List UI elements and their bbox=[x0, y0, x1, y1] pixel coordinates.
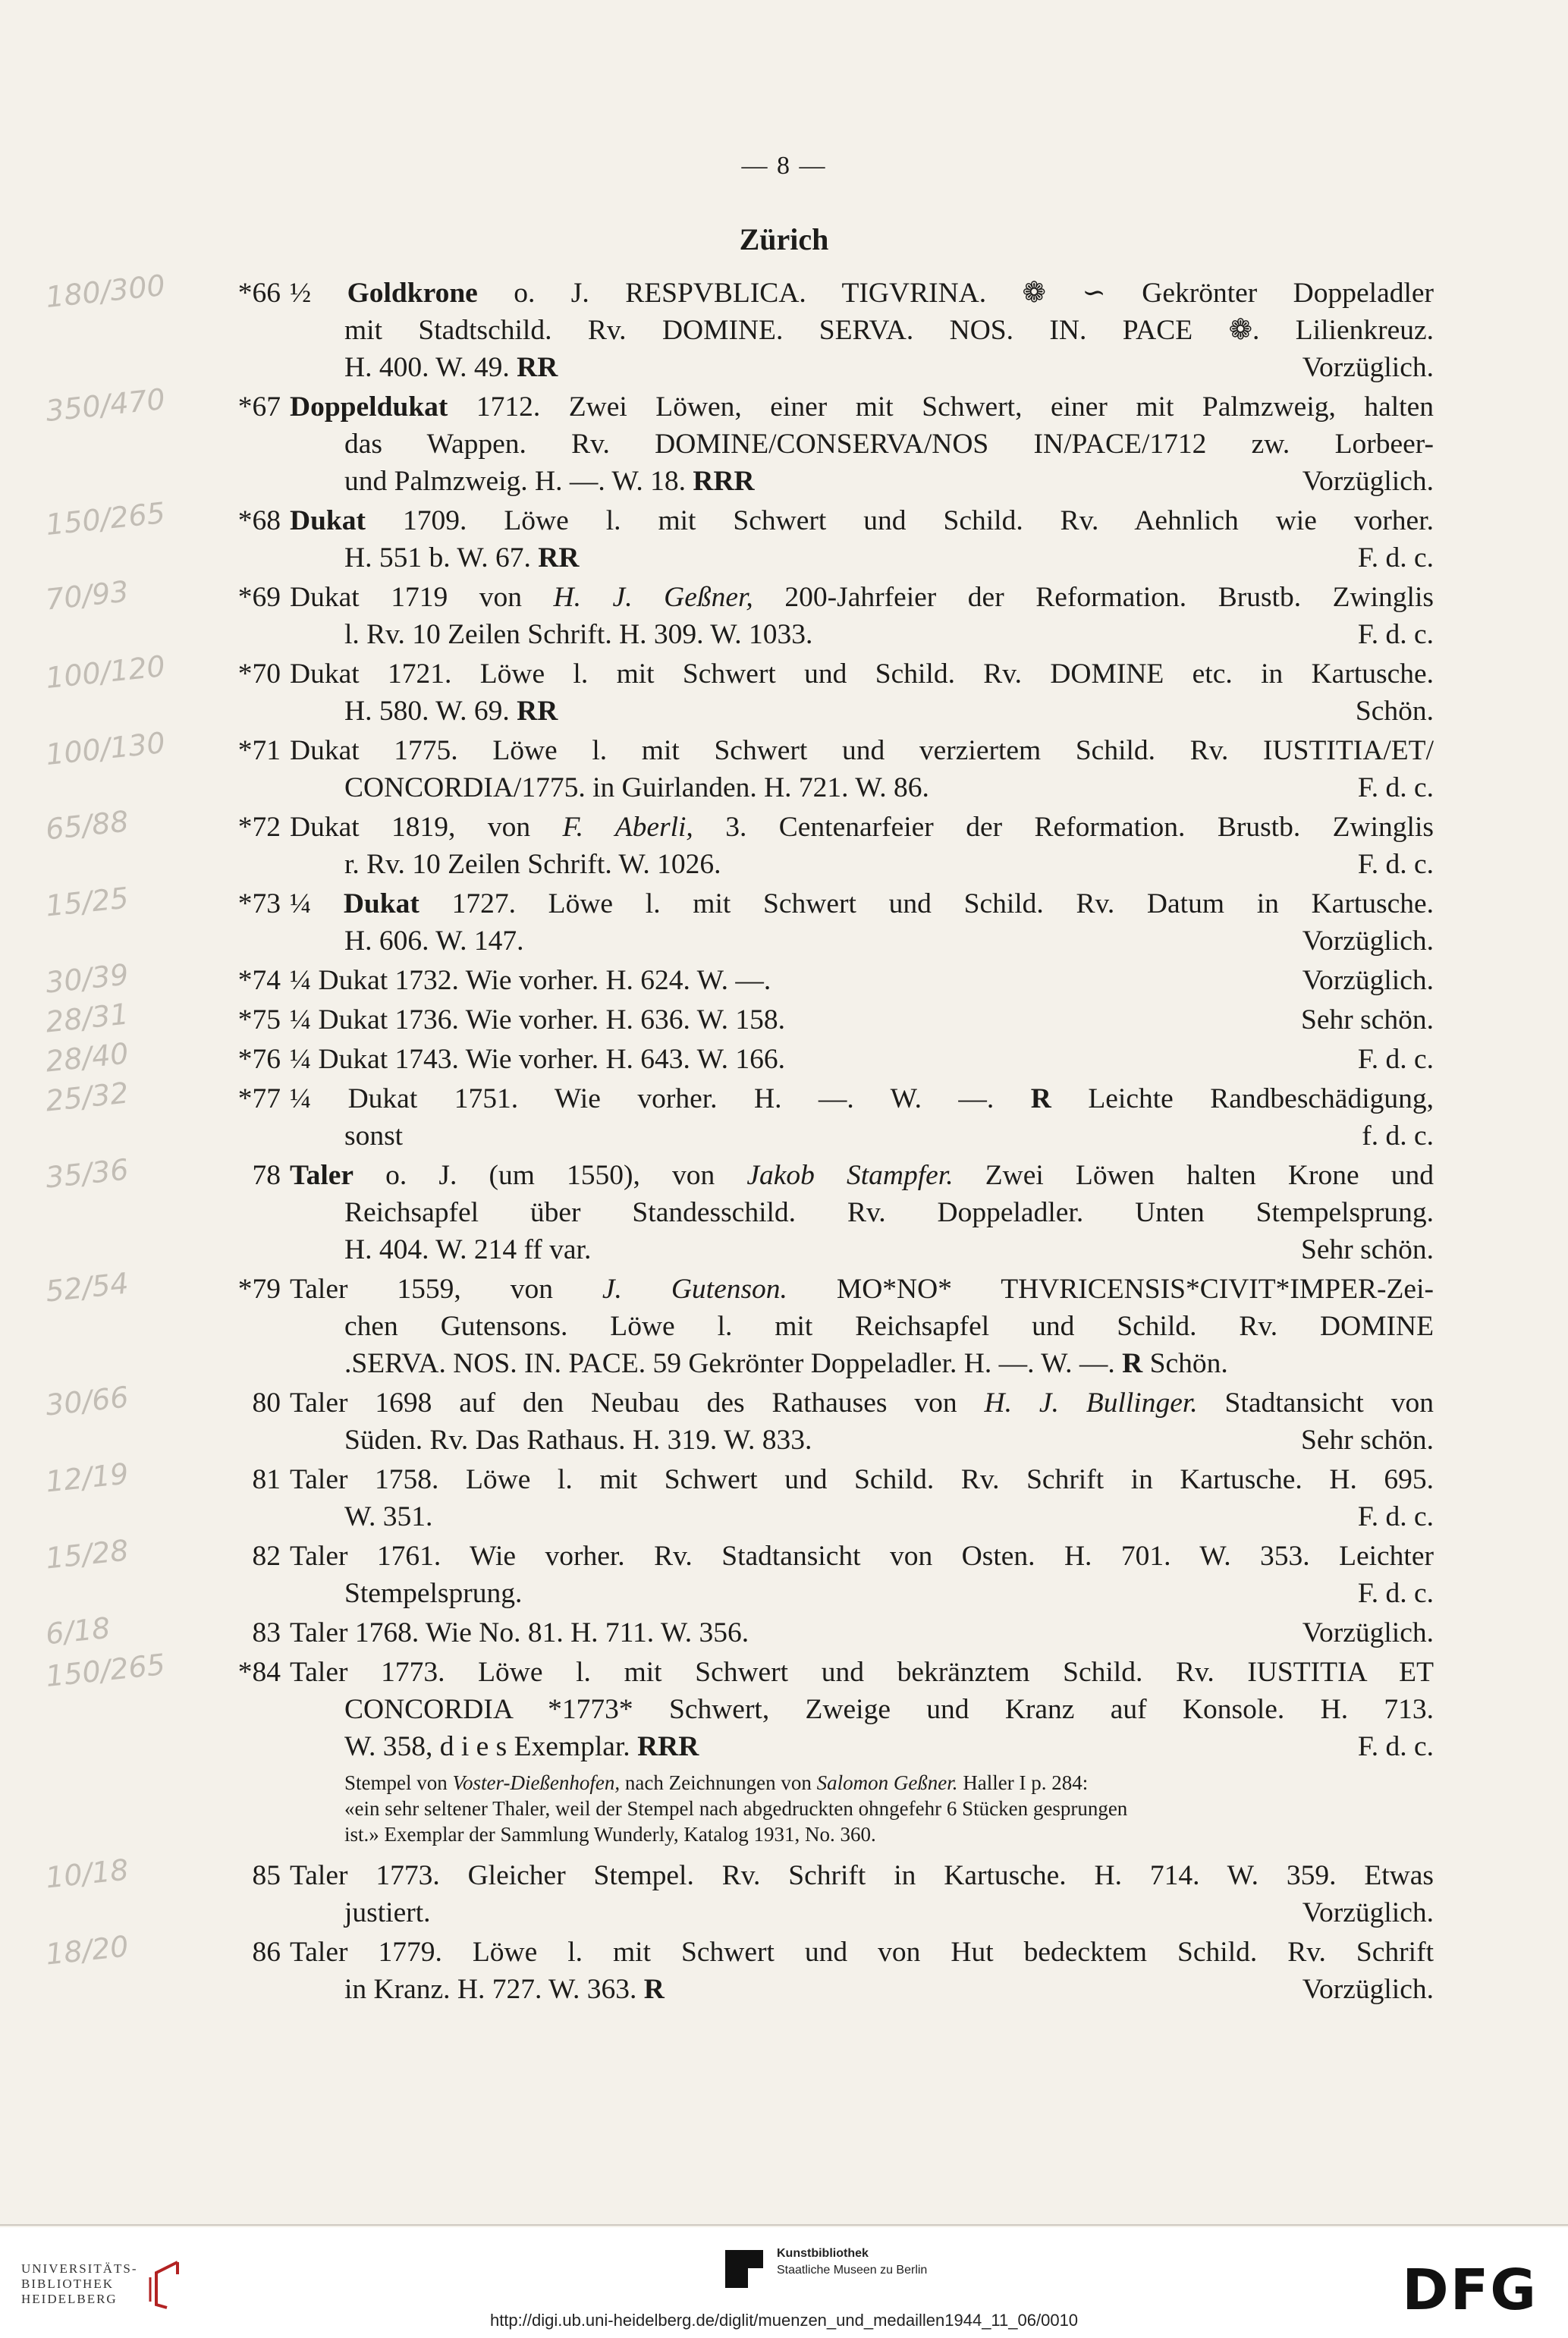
source-url[interactable]: http://digi.ub.uni-heidelberg.de/diglit/muenzen_und_medaillen1944_11_06/0010 bbox=[489, 2311, 1079, 2330]
text-segment: Salomon Geßner. bbox=[816, 1771, 958, 1794]
lot-number: *68 bbox=[237, 505, 281, 536]
lot-description bbox=[290, 809, 1434, 883]
handwritten-price: 350/470 bbox=[44, 382, 167, 429]
grade-label: F. d. c. bbox=[1357, 849, 1434, 880]
text-segment: RRR bbox=[693, 466, 755, 497]
text-segment: «ein sehr seltener Thaler, weil der Stempel nach abgedruckten ohngefehr 6 Stücken gesprungen bbox=[344, 1797, 1128, 1820]
lot-line bbox=[290, 1194, 1434, 1231]
text-segment: CONCORDIA/1775. in Guirlanden. H. 721. W. 86. bbox=[344, 772, 929, 803]
text-segment: RR bbox=[517, 352, 558, 383]
lot-number: *71 bbox=[237, 735, 281, 766]
text-segment: H. 606. W. 147. bbox=[344, 925, 524, 957]
lot-line-text bbox=[344, 1971, 665, 2008]
text-segment: ½ bbox=[290, 278, 347, 309]
text-segment: Zwei Löwen halten Krone und bbox=[953, 1160, 1434, 1191]
text-segment: Leichte Randbeschädigung, bbox=[1051, 1083, 1434, 1114]
lot-line-text bbox=[344, 769, 929, 806]
text-segment: RRR bbox=[637, 1731, 699, 1762]
text-segment: Süden. Rv. Das Rathaus. H. 319. W. 833. bbox=[344, 1425, 812, 1456]
catalog-lot bbox=[205, 1614, 1434, 1651]
grade-label: F. d. c. bbox=[1357, 772, 1434, 803]
handwritten-price: 28/31 bbox=[44, 997, 130, 1039]
grade-label: F. d. c. bbox=[1357, 542, 1434, 574]
catalog-lot bbox=[205, 502, 1434, 577]
catalog-lot bbox=[205, 885, 1434, 960]
lot-line-text bbox=[344, 1728, 699, 1765]
catalog-lot bbox=[205, 1654, 1434, 1855]
lot-description bbox=[290, 1614, 1434, 1651]
text-segment: Haller I p. 284: bbox=[957, 1771, 1089, 1794]
text-segment: sonst bbox=[344, 1120, 404, 1152]
lot-line-text bbox=[290, 1001, 785, 1039]
lot-line bbox=[290, 1345, 1434, 1382]
lot-line bbox=[290, 885, 1434, 922]
lot-line bbox=[290, 1575, 1434, 1612]
text-segment: Taler 1779. Löwe l. mit Schwert und von Hut bedecktem Schild. Rv. Schrift bbox=[290, 1937, 1434, 1968]
lot-line bbox=[290, 1001, 1434, 1039]
lot-line-text bbox=[344, 463, 755, 500]
text-segment: Goldkrone bbox=[347, 278, 478, 309]
lot-line bbox=[290, 1384, 1434, 1422]
lot-number: 78 bbox=[252, 1160, 281, 1191]
lot-line bbox=[290, 1857, 1434, 1894]
lot-line bbox=[290, 1117, 1434, 1155]
handwritten-price: 35/36 bbox=[44, 1152, 130, 1195]
lot-description bbox=[290, 388, 1434, 500]
handwritten-price: 15/28 bbox=[44, 1533, 130, 1576]
lot-description bbox=[290, 579, 1434, 653]
text-segment: RR bbox=[538, 542, 580, 574]
lot-description bbox=[290, 962, 1434, 999]
grade-label: Vorzüglich. bbox=[1302, 1617, 1434, 1648]
text-segment: l. Rv. 10 Zeilen Schrift. H. 309. W. 1033. bbox=[344, 619, 813, 650]
lot-number: *73 bbox=[237, 888, 281, 919]
catalog-lot bbox=[205, 1271, 1434, 1382]
lot-line bbox=[290, 1080, 1434, 1117]
lot-number: *76 bbox=[237, 1044, 281, 1075]
grade-label: Vorzüglich. bbox=[1302, 965, 1434, 996]
catalog-lot bbox=[205, 388, 1434, 500]
lot-line bbox=[290, 1041, 1434, 1078]
catalog-lot bbox=[205, 1041, 1434, 1078]
handwritten-price: 65/88 bbox=[44, 804, 130, 847]
lot-description bbox=[290, 1857, 1434, 1931]
lot-line-text bbox=[344, 846, 721, 883]
text-segment: R bbox=[643, 1974, 665, 2005]
handwritten-price: 25/32 bbox=[44, 1076, 130, 1118]
grade-label: Schön. bbox=[1355, 696, 1434, 727]
text-segment: H. 580. W. 69. bbox=[344, 696, 517, 727]
text-segment: Dukat bbox=[343, 888, 419, 919]
lot-description bbox=[290, 1654, 1434, 1855]
text-segment: R bbox=[1030, 1083, 1051, 1114]
lot-description bbox=[290, 655, 1434, 730]
lot-line-text bbox=[344, 1498, 432, 1535]
text-segment: o. J. RESPVBLICA. TIGVRINA. ❁ ∽ Gekrönter Doppeladler bbox=[477, 278, 1434, 309]
text-segment: chen Gutensons. Löwe l. mit Reichsapfel und Schild. Rv. DOMINE bbox=[344, 1311, 1434, 1342]
grade-label: F. d. c. bbox=[1357, 1044, 1434, 1075]
catalog-lot bbox=[205, 1538, 1434, 1612]
text-segment: 1712. Zwei Löwen, einer mit Schwert, einer mit Palmzweig, halten bbox=[448, 391, 1434, 423]
lot-line-text bbox=[344, 616, 812, 653]
text-segment: Taler 1768. Wie No. 81. H. 711. W. 356. bbox=[290, 1617, 749, 1648]
grade-label: Vorzüglich. bbox=[1302, 925, 1434, 957]
lot-number: 83 bbox=[252, 1617, 281, 1648]
ub-heidelberg-logo[interactable] bbox=[21, 2258, 182, 2311]
text-segment: ¼ Dukat 1732. Wie vorher. H. 624. W. —. bbox=[290, 965, 771, 996]
lot-description bbox=[290, 732, 1434, 806]
lot-description bbox=[290, 1934, 1434, 2008]
lot-number: *79 bbox=[237, 1274, 281, 1305]
lot-line bbox=[290, 1654, 1434, 1691]
lot-line bbox=[290, 463, 1434, 500]
lot-number: 82 bbox=[252, 1541, 281, 1572]
text-segment: 1709. Löwe l. mit Schwert und Schild. Rv. Aehnlich wie vorher. bbox=[366, 505, 1434, 536]
text-segment: justiert. bbox=[344, 1897, 431, 1928]
lot-line bbox=[290, 426, 1434, 463]
lot-line-text bbox=[344, 349, 558, 386]
text-segment: H. 404. W. 214 ff var. bbox=[344, 1234, 592, 1265]
catalog-lot bbox=[205, 275, 1434, 386]
text-segment: ist.» Exemplar der Sammlung Wunderly, Katalog 1931, No. 360. bbox=[344, 1823, 876, 1846]
text-segment: .SERVA. NOS. IN. PACE. 59 Gekrönter Doppeladler. H. —. W. —. bbox=[344, 1348, 1123, 1379]
text-segment: Dukat bbox=[290, 505, 366, 536]
lot-line bbox=[290, 693, 1434, 730]
handwritten-price: 180/300 bbox=[44, 268, 167, 315]
handwritten-price: 30/39 bbox=[44, 957, 130, 1000]
lot-line bbox=[290, 616, 1434, 653]
footnote-line bbox=[344, 1796, 1434, 1821]
text-segment: Jakob Stampfer. bbox=[746, 1160, 954, 1191]
lot-number: 85 bbox=[252, 1860, 281, 1891]
text-segment: ¼ Dukat 1743. Wie vorher. H. 643. W. 166. bbox=[290, 1044, 785, 1075]
lot-line-text bbox=[344, 1575, 522, 1612]
text-segment: ¼ bbox=[290, 888, 344, 919]
lot-line bbox=[290, 1538, 1434, 1575]
lot-line bbox=[290, 922, 1434, 960]
lot-line bbox=[290, 1498, 1434, 1535]
lot-number: *77 bbox=[237, 1083, 281, 1114]
lot-line-text bbox=[290, 962, 771, 999]
lot-number: *67 bbox=[237, 391, 281, 423]
lot-line bbox=[290, 539, 1434, 577]
lot-line bbox=[290, 1614, 1434, 1651]
lot-line bbox=[290, 1157, 1434, 1194]
lot-line bbox=[290, 349, 1434, 386]
grade-label: F. d. c. bbox=[1357, 1731, 1434, 1762]
lot-line bbox=[290, 388, 1434, 426]
text-segment: CONCORDIA *1773* Schwert, Zweige und Kranz auf Konsole. H. 713. bbox=[344, 1694, 1434, 1725]
grade-label: Vorzüglich. bbox=[1302, 1897, 1434, 1928]
lot-line bbox=[290, 1971, 1434, 2008]
text-segment: r. Rv. 10 Zeilen Schrift. W. 1026. bbox=[344, 849, 721, 880]
lot-line bbox=[290, 1894, 1434, 1931]
text-segment: Taler 1559, von bbox=[290, 1274, 602, 1305]
lot-line-text bbox=[344, 539, 579, 577]
text-segment: H. 551 b. W. 67. bbox=[344, 542, 539, 574]
text-segment: Taler 1761. Wie vorher. Rv. Stadtansicht von Osten. H. 701. W. 353. Leichter bbox=[290, 1541, 1434, 1572]
lot-description bbox=[290, 1271, 1434, 1382]
catalog-lot bbox=[205, 579, 1434, 653]
text-segment: 1727. Löwe l. mit Schwert und Schild. Rv. Datum in Kartusche. bbox=[419, 888, 1434, 919]
catalog-lot bbox=[205, 1461, 1434, 1535]
lot-line-text bbox=[290, 1041, 785, 1078]
lot-line bbox=[290, 732, 1434, 769]
lot-line bbox=[290, 312, 1434, 349]
catalog-lot bbox=[205, 809, 1434, 883]
lot-line-text bbox=[344, 1117, 403, 1155]
text-segment: nach Zeichnungen von bbox=[620, 1771, 817, 1794]
text-segment: o. J. (um 1550), von bbox=[354, 1160, 747, 1191]
text-segment: Taler 1773. Gleicher Stempel. Rv. Schrift in Kartusche. H. 714. W. 359. Etwas bbox=[290, 1860, 1434, 1891]
handwritten-price: 100/120 bbox=[44, 649, 167, 696]
lot-line bbox=[290, 1308, 1434, 1345]
lot-description bbox=[290, 502, 1434, 577]
text-segment: Taler bbox=[290, 1160, 354, 1191]
lot-number: *72 bbox=[237, 812, 281, 843]
ub-emblem-icon bbox=[144, 2258, 182, 2311]
lot-number: 86 bbox=[252, 1937, 281, 1968]
text-segment: Taler 1758. Löwe l. mit Schwert und Schild. Rv. Schrift in Kartusche. H. 695. bbox=[290, 1464, 1434, 1495]
grade-label: Sehr schön. bbox=[1301, 1234, 1434, 1265]
lot-number: *74 bbox=[237, 965, 281, 996]
text-segment: ¼ Dukat 1736. Wie vorher. H. 636. W. 158. bbox=[290, 1004, 785, 1035]
lot-line bbox=[290, 1461, 1434, 1498]
ub-logo-text: UNIVERSITÄTS- BIBLIOTHEK HEIDELBERG bbox=[21, 2261, 138, 2306]
page-number: — 8 — bbox=[741, 152, 827, 180]
kb-subtitle: Staatliche Museen zu Berlin bbox=[777, 2264, 928, 2277]
catalog-lot bbox=[205, 962, 1434, 999]
text-segment: Dukat 1819, von bbox=[290, 812, 563, 843]
lot-line bbox=[290, 809, 1434, 846]
lot-line-text bbox=[344, 1894, 431, 1931]
lot-line bbox=[290, 1422, 1434, 1459]
dfg-logo[interactable]: DFG bbox=[1402, 2258, 1538, 2323]
text-segment: ¼ Dukat 1751. Wie vorher. H. —. W. —. bbox=[290, 1083, 1031, 1114]
grade-label: Vorzüglich. bbox=[1302, 352, 1434, 383]
lot-line bbox=[290, 962, 1434, 999]
handwritten-price: 150/265 bbox=[44, 495, 167, 542]
lot-description bbox=[290, 1157, 1434, 1268]
footnote-line bbox=[344, 1821, 1434, 1847]
lot-line bbox=[290, 655, 1434, 693]
text-segment: H. J. Bullinger. bbox=[984, 1387, 1198, 1419]
text-segment: Stadtansicht von bbox=[1197, 1387, 1434, 1419]
text-segment: in Kranz. H. 727. W. 363. bbox=[344, 1974, 644, 2005]
text-segment: W. 358, d i e s Exemplar. bbox=[344, 1731, 638, 1762]
handwritten-price: 30/66 bbox=[44, 1380, 130, 1422]
text-segment: Doppeldukat bbox=[290, 391, 448, 423]
lot-line bbox=[290, 275, 1434, 312]
lot-line-text bbox=[344, 1231, 591, 1268]
text-segment: J. Gutenson. bbox=[602, 1274, 787, 1305]
handwritten-price: 28/40 bbox=[44, 1036, 130, 1079]
text-segment: Taler 1773. Löwe l. mit Schwert und bekränztem Schild. Rv. IUSTITIA ET bbox=[290, 1657, 1434, 1688]
lot-description bbox=[290, 1538, 1434, 1612]
grade-label: Vorzüglich. bbox=[1302, 1974, 1434, 2005]
text-segment: Dukat 1719 von bbox=[290, 582, 554, 613]
lot-number: *84 bbox=[237, 1657, 281, 1688]
lot-line bbox=[290, 502, 1434, 539]
lot-description bbox=[290, 1384, 1434, 1459]
catalog-lot bbox=[205, 1080, 1434, 1155]
catalog-lot bbox=[205, 1384, 1434, 1459]
catalog-lot bbox=[205, 1157, 1434, 1268]
text-segment: H. J. Geßner, bbox=[553, 582, 753, 613]
lot-line bbox=[290, 1231, 1434, 1268]
catalog-lot bbox=[205, 732, 1434, 806]
lot-footnote bbox=[290, 1770, 1434, 1847]
text-segment: mit Stadtschild. Rv. DOMINE. SERVA. NOS. IN. PACE ❁. Lilienkreuz. bbox=[344, 315, 1434, 346]
text-segment: Dukat 1775. Löwe l. mit Schwert und verziertem Schild. Rv. IUSTITIA/ET/ bbox=[290, 735, 1434, 766]
kb-title: Kunstbibliothek bbox=[777, 2247, 869, 2260]
lot-line bbox=[290, 1691, 1434, 1728]
text-segment: RR bbox=[517, 696, 558, 727]
lot-description bbox=[290, 1080, 1434, 1155]
handwritten-price: 100/130 bbox=[44, 725, 167, 772]
catalog-list bbox=[205, 275, 1434, 2010]
lot-line-text bbox=[290, 1614, 749, 1651]
footnote-line bbox=[344, 1770, 1434, 1796]
text-segment: F. Aberli, bbox=[562, 812, 693, 843]
catalog-lot bbox=[205, 1934, 1434, 2008]
handwritten-price: 10/18 bbox=[44, 1852, 130, 1895]
handwritten-price: 52/54 bbox=[44, 1266, 130, 1309]
footer bbox=[0, 2227, 1568, 2338]
lot-number: *70 bbox=[237, 658, 281, 690]
catalog-lot bbox=[205, 1001, 1434, 1039]
lot-line bbox=[290, 1934, 1434, 1971]
text-segment: Voster-Dießenhofen, bbox=[452, 1771, 621, 1794]
handwritten-price: 150/265 bbox=[44, 1647, 167, 1694]
lot-line bbox=[290, 846, 1434, 883]
lot-description bbox=[290, 275, 1434, 386]
lot-description bbox=[290, 885, 1434, 960]
handwritten-price: 6/18 bbox=[43, 1611, 112, 1651]
lot-line bbox=[290, 579, 1434, 616]
text-segment: Dukat 1721. Löwe l. mit Schwert und Schild. Rv. DOMINE etc. in Kartusche. bbox=[290, 658, 1434, 690]
text-segment: das Wappen. Rv. DOMINE/CONSERVA/NOS IN/PACE/1712 zw. Lorbeer- bbox=[344, 429, 1434, 460]
text-segment: Taler 1698 auf den Neubau des Rathauses von bbox=[290, 1387, 985, 1419]
lot-line-text bbox=[344, 693, 558, 730]
text-segment: 200-Jahrfeier der Reformation. Brustb. Zwinglis bbox=[753, 582, 1434, 613]
catalog-lot bbox=[205, 1857, 1434, 1931]
grade-label: F. d. c. bbox=[1357, 1578, 1434, 1609]
text-segment: Schön. bbox=[1142, 1348, 1228, 1379]
text-segment: MO*NO* THVRICENSIS*CIVIT*IMPER-Zei- bbox=[787, 1274, 1434, 1305]
lot-line bbox=[290, 1271, 1434, 1308]
lot-line bbox=[290, 1728, 1434, 1765]
grade-label: F. d. c. bbox=[1357, 1501, 1434, 1532]
lot-number: *69 bbox=[237, 582, 281, 613]
text-segment: H. 400. W. 49. bbox=[344, 352, 517, 383]
lot-description bbox=[290, 1461, 1434, 1535]
text-segment: R bbox=[1122, 1348, 1143, 1379]
handwritten-price: 12/19 bbox=[44, 1457, 130, 1499]
lot-description bbox=[290, 1001, 1434, 1039]
lot-number: *75 bbox=[237, 1004, 281, 1035]
handwritten-price: 18/20 bbox=[44, 1929, 130, 1972]
grade-label: Vorzüglich. bbox=[1302, 466, 1434, 497]
lot-line-text bbox=[344, 922, 523, 960]
text-segment: W. 351. bbox=[344, 1501, 433, 1532]
kunstbibliothek-icon bbox=[721, 2245, 768, 2292]
grade-label: f. d. c. bbox=[1362, 1120, 1434, 1152]
kunstbibliothek-logo[interactable] bbox=[721, 2245, 927, 2292]
text-segment: Reichsapfel über Standesschild. Rv. Doppeladler. Unten Stempelsprung. bbox=[344, 1197, 1434, 1228]
handwritten-price: 70/93 bbox=[44, 574, 130, 617]
section-title: Zürich bbox=[739, 222, 829, 256]
text-segment: Stempel von bbox=[344, 1771, 453, 1794]
handwritten-price: 15/25 bbox=[44, 881, 130, 923]
catalog-lot bbox=[205, 655, 1434, 730]
footer-divider bbox=[0, 2224, 1568, 2226]
lot-line bbox=[290, 769, 1434, 806]
text-segment: Stempelsprung. bbox=[344, 1578, 523, 1609]
grade-label: F. d. c. bbox=[1357, 619, 1434, 650]
text-segment: und Palmzweig. H. —. W. 18. bbox=[344, 466, 693, 497]
text-segment: 3. Centenarfeier der Reformation. Brustb. Zwinglis bbox=[693, 812, 1434, 843]
lot-line-text bbox=[344, 1422, 812, 1459]
lot-description bbox=[290, 1041, 1434, 1078]
lot-number: *66 bbox=[237, 278, 281, 309]
lot-number: 81 bbox=[252, 1464, 281, 1495]
grade-label: Sehr schön. bbox=[1301, 1004, 1434, 1035]
lot-number: 80 bbox=[252, 1387, 281, 1419]
grade-label: Sehr schön. bbox=[1301, 1425, 1434, 1456]
